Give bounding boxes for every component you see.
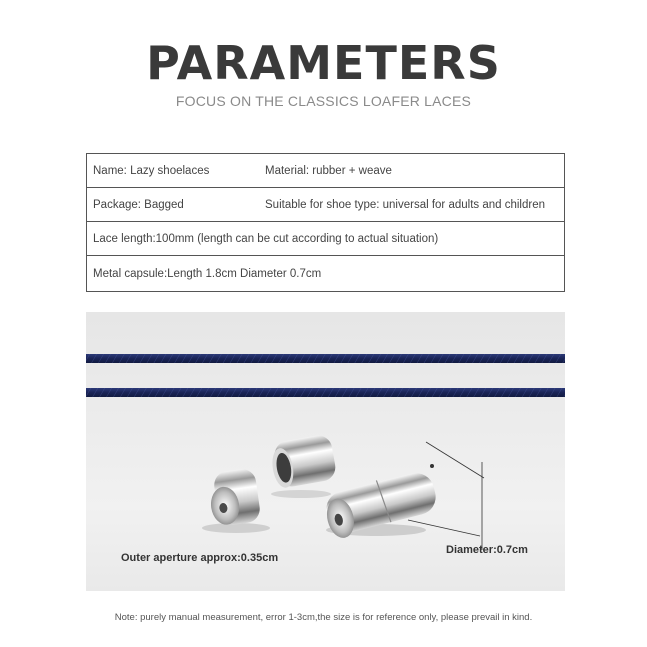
spec-package: Package: Bagged xyxy=(93,198,184,211)
aperture-label: Outer aperture approx:0.35cm xyxy=(121,552,279,564)
footer-note: Note: purely manual measurement, error 1-3cm,the size is for reference only, please prevail in kind. xyxy=(114,612,533,623)
spec-suitable: Suitable for shoe type: universal for adults and children xyxy=(265,198,545,211)
spec-lace-length: Lace length:100mm (length can be cut according to actual situation) xyxy=(93,232,439,245)
page-subtitle: FOCUS ON THE CLASSICS LOAFER LACES xyxy=(175,93,472,109)
spec-row xyxy=(87,154,564,188)
lace-top xyxy=(86,354,565,363)
spec-row xyxy=(87,188,564,222)
spec-material: Material: rubber + weave xyxy=(265,164,392,177)
spec-metal-capsule: Metal capsule:Length 1.8cm Diameter 0.7cm xyxy=(93,267,322,280)
spec-name: Name: Lazy shoelaces xyxy=(93,164,210,177)
spec-row xyxy=(87,222,564,256)
spec-table xyxy=(86,153,565,292)
diameter-label: Diameter:0.7cm xyxy=(446,544,528,556)
lace-bottom xyxy=(86,388,565,397)
metal-capsule-middle xyxy=(270,433,338,489)
page-title: PARAMETERS xyxy=(146,36,501,90)
metal-capsule-left xyxy=(209,467,262,526)
product-photo xyxy=(86,312,565,591)
spec-row xyxy=(87,256,564,291)
